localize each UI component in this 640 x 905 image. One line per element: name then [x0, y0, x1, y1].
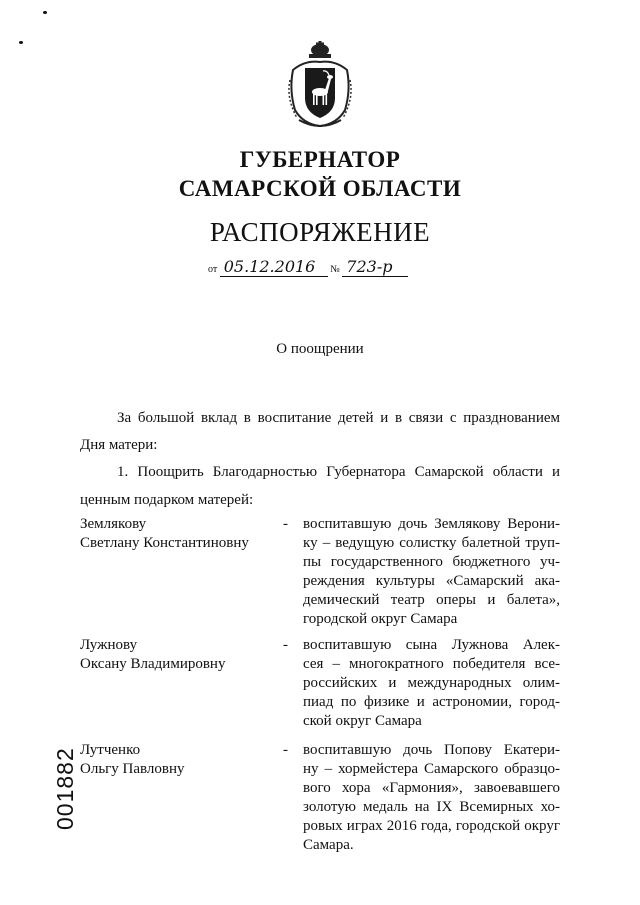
description-line: вого хора «Гармония», завоевавшего [303, 780, 560, 796]
recipient-dash: - [283, 516, 288, 532]
item1-line2: ценным подарком матерей: [80, 492, 254, 508]
description-line: ну – хормейстера Самарского образцо- [303, 761, 560, 777]
description-line: воспитавшую сына Лужнова Алек- [303, 637, 560, 653]
description-line: сея – многократного победителя все- [303, 656, 560, 672]
coat-of-arms-emblem [285, 40, 355, 130]
scan-mark [43, 11, 47, 14]
intro-line2: Дня матери: [80, 437, 158, 453]
handwritten-number: 723-р [342, 258, 408, 277]
scan-mark [19, 41, 23, 44]
description-line: ской округ Самара [303, 713, 422, 729]
recipient-name: Землякову Светлану Константиновну [80, 516, 249, 551]
recipient-dash: - [283, 742, 288, 758]
description-line: пы государственного бюджетного уч- [303, 554, 560, 570]
description-line: российских и международных олим- [303, 675, 560, 691]
issuer-title-line1: ГУБЕРНАТОР [239, 147, 401, 172]
description-line: воспитавшую дочь Попову Екатери- [303, 742, 560, 758]
dateline [208, 258, 408, 282]
item1-line1-text: 1. Поощрить Благодарностью Губернатора Самарской области и [117, 464, 560, 480]
handwritten-date: 05.12.2016 [220, 258, 328, 277]
description-line: золотую медаль на IX Всемирных хо- [303, 799, 560, 815]
subject-line: О поощрении [276, 341, 364, 357]
registration-number: 001882 [52, 747, 78, 830]
recipient-dash: - [283, 637, 288, 653]
description-line: пиад по физике и астрономии, город- [303, 694, 560, 710]
description-line: ровых играх 2016 года, городской округ [303, 818, 560, 834]
date-prefix: от [208, 264, 218, 275]
description-line: реждения культуры «Самарский ака- [303, 573, 560, 589]
intro-line1 [117, 405, 560, 432]
issuer-title-line2: САМАРСКОЙ ОБЛАСТИ [178, 176, 462, 201]
number-prefix: № [330, 264, 340, 275]
description-line: ку – ведущую солистку балетной труп- [303, 535, 560, 551]
recipient-name: Лужнову Оксану Владимировну [80, 637, 226, 672]
recipient-description [303, 741, 560, 855]
description-line: воспитавшую дочь Землякову Верони- [303, 516, 560, 532]
document-type-title: РАСПОРЯЖЕНИЕ [209, 217, 431, 247]
description-line: Самара. [303, 837, 354, 853]
recipient-description [303, 515, 560, 629]
item1-line1 [117, 459, 560, 486]
description-line: городской округ Самара [303, 611, 458, 627]
recipient-description [303, 636, 560, 731]
description-line: демический театр оперы и балета», [303, 592, 560, 608]
recipient-name: Лутченко Ольгу Павловну [80, 742, 185, 777]
intro-line1-text: За большой вклад в воспитание детей и в связи с празднованием [117, 410, 560, 426]
